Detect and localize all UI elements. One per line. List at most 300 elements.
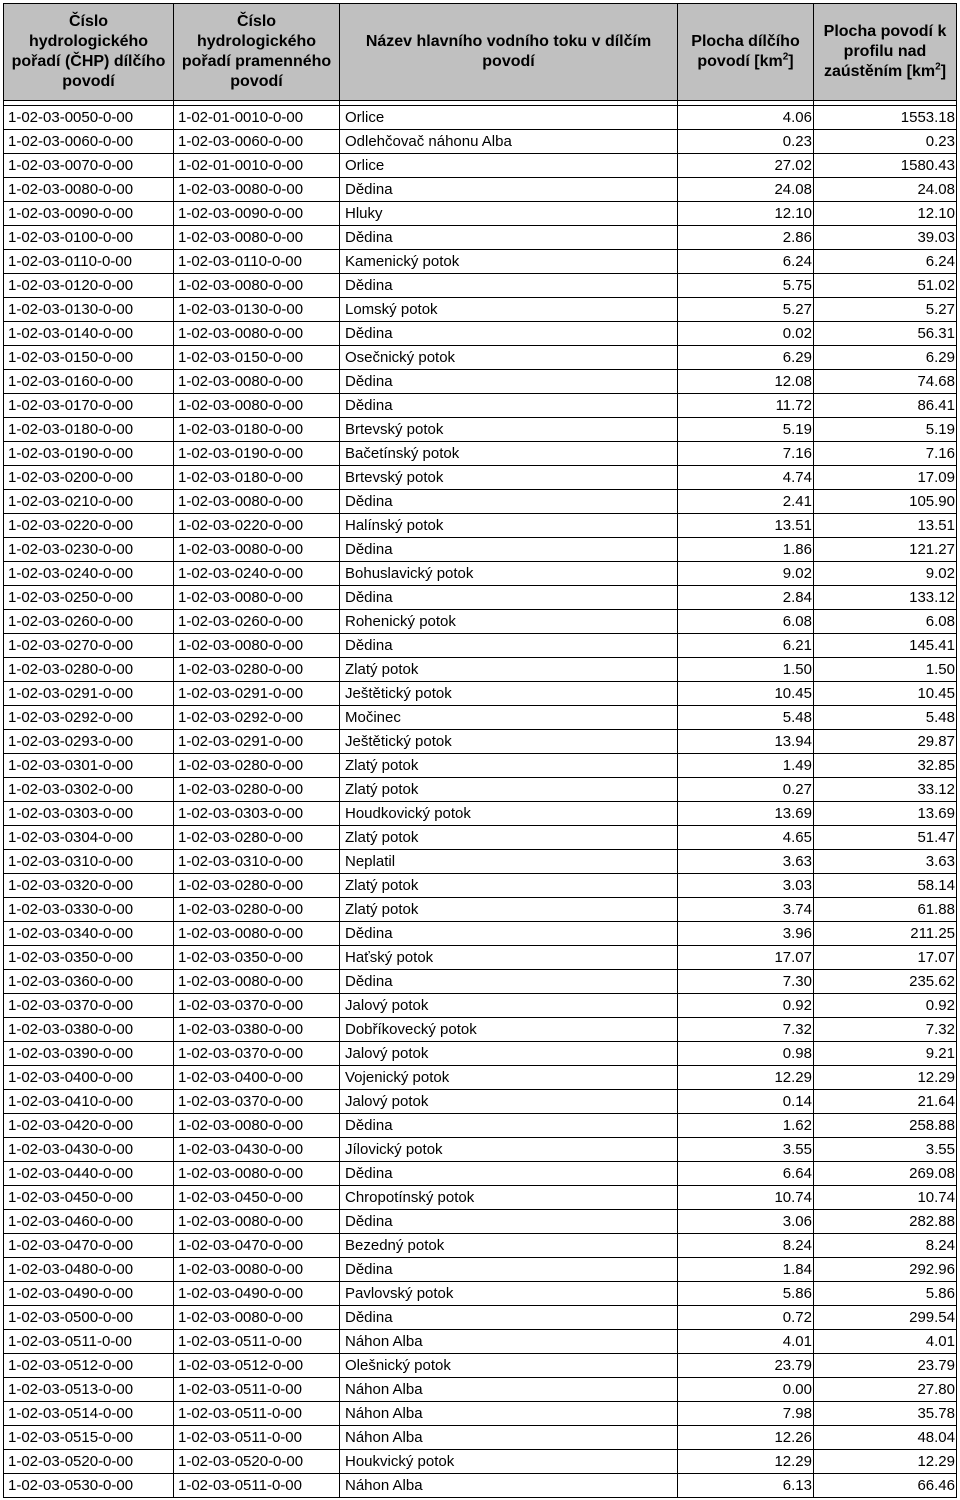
cell-chp-number: 1-02-03-0450-0-00 [4, 1186, 174, 1210]
cell-stream-name: Náhon Alba [340, 1330, 678, 1354]
table-row [4, 490, 957, 514]
cell-source-basin-number: 1-02-01-0010-0-00 [174, 106, 340, 130]
cell-cumulative-area: 6.24 [814, 250, 957, 274]
table-row [4, 370, 957, 394]
cell-cumulative-area: 0.23 [814, 130, 957, 154]
cell-source-basin-number: 1-02-03-0080-0-00 [174, 370, 340, 394]
cell-source-basin-number: 1-02-03-0080-0-00 [174, 1114, 340, 1138]
table-row [4, 658, 957, 682]
cell-chp-number: 1-02-03-0060-0-00 [4, 130, 174, 154]
table-row [4, 1306, 957, 1330]
cell-sub-basin-area: 27.02 [678, 154, 814, 178]
cell-cumulative-area: 23.79 [814, 1354, 957, 1378]
header-source-basin-number: Číslo hydrologického pořadí pramenného povodí [174, 4, 340, 101]
cell-cumulative-area: 13.69 [814, 802, 957, 826]
cell-cumulative-area: 61.88 [814, 898, 957, 922]
table-row [4, 562, 957, 586]
cell-cumulative-area: 32.85 [814, 754, 957, 778]
cell-chp-number: 1-02-03-0160-0-00 [4, 370, 174, 394]
cell-stream-name: Zlatý potok [340, 658, 678, 682]
cell-stream-name: Náhon Alba [340, 1402, 678, 1426]
cell-source-basin-number: 1-02-03-0291-0-00 [174, 730, 340, 754]
table-row [4, 1114, 957, 1138]
table-row [4, 586, 957, 610]
cell-cumulative-area: 21.64 [814, 1090, 957, 1114]
cell-chp-number: 1-02-03-0310-0-00 [4, 850, 174, 874]
cell-stream-name: Náhon Alba [340, 1474, 678, 1498]
cell-stream-name: Dědina [340, 178, 678, 202]
cell-source-basin-number: 1-02-03-0370-0-00 [174, 994, 340, 1018]
cell-source-basin-number: 1-02-01-0010-0-00 [174, 154, 340, 178]
table-row [4, 1426, 957, 1450]
cell-chp-number: 1-02-03-0512-0-00 [4, 1354, 174, 1378]
cell-chp-number: 1-02-03-0170-0-00 [4, 394, 174, 418]
cell-chp-number: 1-02-03-0270-0-00 [4, 634, 174, 658]
table-row [4, 1330, 957, 1354]
table-row [4, 442, 957, 466]
table-row [4, 1450, 957, 1474]
cell-cumulative-area: 3.63 [814, 850, 957, 874]
cell-stream-name: Vojenický potok [340, 1066, 678, 1090]
cell-cumulative-area: 9.21 [814, 1042, 957, 1066]
cell-sub-basin-area: 1.50 [678, 658, 814, 682]
cell-chp-number: 1-02-03-0514-0-00 [4, 1402, 174, 1426]
cell-cumulative-area: 1.50 [814, 658, 957, 682]
table-row [4, 610, 957, 634]
cell-stream-name: Bezedný potok [340, 1234, 678, 1258]
header-sub-basin-area: Plocha dílčího povodí $[km^2]$ [678, 4, 814, 101]
cell-chp-number: 1-02-03-0360-0-00 [4, 970, 174, 994]
cell-stream-name: Dědina [340, 586, 678, 610]
cell-source-basin-number: 1-02-03-0080-0-00 [174, 394, 340, 418]
cell-source-basin-number: 1-02-03-0080-0-00 [174, 970, 340, 994]
cell-stream-name: Dědina [340, 538, 678, 562]
cell-cumulative-area: 5.27 [814, 298, 957, 322]
cell-source-basin-number: 1-02-03-0511-0-00 [174, 1474, 340, 1498]
cell-chp-number: 1-02-03-0240-0-00 [4, 562, 174, 586]
table-row [4, 946, 957, 970]
cell-chp-number: 1-02-03-0070-0-00 [4, 154, 174, 178]
cell-cumulative-area: 269.08 [814, 1162, 957, 1186]
cell-chp-number: 1-02-03-0410-0-00 [4, 1090, 174, 1114]
cell-sub-basin-area: 12.08 [678, 370, 814, 394]
cell-sub-basin-area: 10.45 [678, 682, 814, 706]
table-row [4, 298, 957, 322]
table-row [4, 1210, 957, 1234]
cell-source-basin-number: 1-02-03-0260-0-00 [174, 610, 340, 634]
cell-source-basin-number: 1-02-03-0240-0-00 [174, 562, 340, 586]
cell-sub-basin-area: 6.29 [678, 346, 814, 370]
cell-chp-number: 1-02-03-0220-0-00 [4, 514, 174, 538]
cell-chp-number: 1-02-03-0303-0-00 [4, 802, 174, 826]
cell-stream-name: Náhon Alba [340, 1378, 678, 1402]
cell-cumulative-area: 12.10 [814, 202, 957, 226]
cell-source-basin-number: 1-02-03-0280-0-00 [174, 874, 340, 898]
cell-source-basin-number: 1-02-03-0080-0-00 [174, 490, 340, 514]
cell-sub-basin-area: 0.23 [678, 130, 814, 154]
cell-chp-number: 1-02-03-0513-0-00 [4, 1378, 174, 1402]
cell-cumulative-area: 258.88 [814, 1114, 957, 1138]
cell-stream-name: Dědina [340, 1306, 678, 1330]
cell-cumulative-area: 10.74 [814, 1186, 957, 1210]
cell-cumulative-area: 145.41 [814, 634, 957, 658]
cell-stream-name: Zlatý potok [340, 898, 678, 922]
cell-stream-name: Neplatil [340, 850, 678, 874]
cell-sub-basin-area: 0.00 [678, 1378, 814, 1402]
cell-chp-number: 1-02-03-0100-0-00 [4, 226, 174, 250]
table-row [4, 538, 957, 562]
data-sheet [3, 3, 956, 1498]
table-row [4, 802, 957, 826]
cell-cumulative-area: 12.29 [814, 1066, 957, 1090]
cell-source-basin-number: 1-02-03-0080-0-00 [174, 922, 340, 946]
cell-chp-number: 1-02-03-0120-0-00 [4, 274, 174, 298]
cell-cumulative-area: 9.02 [814, 562, 957, 586]
cell-sub-basin-area: 6.64 [678, 1162, 814, 1186]
cell-chp-number: 1-02-03-0520-0-00 [4, 1450, 174, 1474]
cell-stream-name: Močinec [340, 706, 678, 730]
cell-cumulative-area: 1580.43 [814, 154, 957, 178]
cell-source-basin-number: 1-02-03-0280-0-00 [174, 778, 340, 802]
cell-chp-number: 1-02-03-0515-0-00 [4, 1426, 174, 1450]
cell-stream-name: Chropotínský potok [340, 1186, 678, 1210]
cell-sub-basin-area: 7.98 [678, 1402, 814, 1426]
cell-cumulative-area: 29.87 [814, 730, 957, 754]
cell-source-basin-number: 1-02-03-0130-0-00 [174, 298, 340, 322]
cell-cumulative-area: 8.24 [814, 1234, 957, 1258]
cell-chp-number: 1-02-03-0500-0-00 [4, 1306, 174, 1330]
cell-stream-name: Jílovický potok [340, 1138, 678, 1162]
table-row [4, 754, 957, 778]
cell-source-basin-number: 1-02-03-0080-0-00 [174, 1162, 340, 1186]
table-row [4, 1234, 957, 1258]
cell-stream-name: Olešnický potok [340, 1354, 678, 1378]
cell-sub-basin-area: 3.03 [678, 874, 814, 898]
cell-sub-basin-area: 0.14 [678, 1090, 814, 1114]
table-row [4, 1258, 957, 1282]
cell-source-basin-number: 1-02-03-0511-0-00 [174, 1330, 340, 1354]
cell-source-basin-number: 1-02-03-0080-0-00 [174, 634, 340, 658]
cell-stream-name: Osečnický potok [340, 346, 678, 370]
table-row [4, 274, 957, 298]
table-row [4, 106, 957, 130]
table-row [4, 730, 957, 754]
cell-sub-basin-area: 3.06 [678, 1210, 814, 1234]
cell-cumulative-area: 6.29 [814, 346, 957, 370]
cell-stream-name: Dědina [340, 322, 678, 346]
cell-cumulative-area: 24.08 [814, 178, 957, 202]
cell-sub-basin-area: 5.48 [678, 706, 814, 730]
cell-cumulative-area: 6.08 [814, 610, 957, 634]
cell-source-basin-number: 1-02-03-0180-0-00 [174, 418, 340, 442]
table-row [4, 1066, 957, 1090]
table-row [4, 394, 957, 418]
cell-stream-name: Dědina [340, 970, 678, 994]
cell-stream-name: Ještětický potok [340, 730, 678, 754]
cell-stream-name: Pavlovský potok [340, 1282, 678, 1306]
table-header [4, 4, 957, 101]
cell-stream-name: Náhon Alba [340, 1426, 678, 1450]
cell-chp-number: 1-02-03-0390-0-00 [4, 1042, 174, 1066]
cell-sub-basin-area: 0.92 [678, 994, 814, 1018]
cell-source-basin-number: 1-02-03-0280-0-00 [174, 898, 340, 922]
cell-sub-basin-area: 5.75 [678, 274, 814, 298]
cell-sub-basin-area: 6.21 [678, 634, 814, 658]
cell-source-basin-number: 1-02-03-0080-0-00 [174, 1306, 340, 1330]
table-row [4, 898, 957, 922]
table-row [4, 682, 957, 706]
table-row [4, 922, 957, 946]
cell-sub-basin-area: 1.49 [678, 754, 814, 778]
table-row [4, 970, 957, 994]
cell-cumulative-area: 7.16 [814, 442, 957, 466]
cell-source-basin-number: 1-02-03-0080-0-00 [174, 586, 340, 610]
table-row [4, 874, 957, 898]
cell-cumulative-area: 282.88 [814, 1210, 957, 1234]
cell-source-basin-number: 1-02-03-0520-0-00 [174, 1450, 340, 1474]
cell-stream-name: Orlice [340, 154, 678, 178]
cell-sub-basin-area: 9.02 [678, 562, 814, 586]
cell-sub-basin-area: 2.86 [678, 226, 814, 250]
table-row [4, 778, 957, 802]
cell-sub-basin-area: 12.26 [678, 1426, 814, 1450]
cell-source-basin-number: 1-02-03-0080-0-00 [174, 178, 340, 202]
table-row [4, 226, 957, 250]
cell-source-basin-number: 1-02-03-0080-0-00 [174, 538, 340, 562]
cell-chp-number: 1-02-03-0530-0-00 [4, 1474, 174, 1498]
cell-source-basin-number: 1-02-03-0490-0-00 [174, 1282, 340, 1306]
cell-sub-basin-area: 5.86 [678, 1282, 814, 1306]
cell-source-basin-number: 1-02-03-0370-0-00 [174, 1042, 340, 1066]
cell-chp-number: 1-02-03-0400-0-00 [4, 1066, 174, 1090]
cell-sub-basin-area: 7.16 [678, 442, 814, 466]
cell-stream-name: Zlatý potok [340, 826, 678, 850]
cell-stream-name: Lomský potok [340, 298, 678, 322]
cell-source-basin-number: 1-02-03-0280-0-00 [174, 658, 340, 682]
cell-stream-name: Dědina [340, 274, 678, 298]
table-row [4, 1138, 957, 1162]
cell-cumulative-area: 5.48 [814, 706, 957, 730]
cell-sub-basin-area: 1.62 [678, 1114, 814, 1138]
cell-chp-number: 1-02-03-0370-0-00 [4, 994, 174, 1018]
cell-sub-basin-area: 1.84 [678, 1258, 814, 1282]
table-row [4, 418, 957, 442]
cell-chp-number: 1-02-03-0260-0-00 [4, 610, 174, 634]
cell-chp-number: 1-02-03-0190-0-00 [4, 442, 174, 466]
cell-source-basin-number: 1-02-03-0110-0-00 [174, 250, 340, 274]
cell-stream-name: Jalový potok [340, 1042, 678, 1066]
cell-source-basin-number: 1-02-03-0080-0-00 [174, 274, 340, 298]
cell-stream-name: Dědina [340, 1258, 678, 1282]
cell-stream-name: Brtevský potok [340, 418, 678, 442]
cell-cumulative-area: 58.14 [814, 874, 957, 898]
cell-source-basin-number: 1-02-03-0090-0-00 [174, 202, 340, 226]
table-row [4, 1162, 957, 1186]
cell-cumulative-area: 299.54 [814, 1306, 957, 1330]
cell-chp-number: 1-02-03-0430-0-00 [4, 1138, 174, 1162]
cell-source-basin-number: 1-02-03-0280-0-00 [174, 826, 340, 850]
table-row [4, 1042, 957, 1066]
cell-cumulative-area: 105.90 [814, 490, 957, 514]
cell-cumulative-area: 5.86 [814, 1282, 957, 1306]
cell-cumulative-area: 56.31 [814, 322, 957, 346]
cell-cumulative-area: 13.51 [814, 514, 957, 538]
cell-source-basin-number: 1-02-03-0511-0-00 [174, 1426, 340, 1450]
cell-cumulative-area: 235.62 [814, 970, 957, 994]
cell-sub-basin-area: 7.32 [678, 1018, 814, 1042]
cell-cumulative-area: 5.19 [814, 418, 957, 442]
cell-source-basin-number: 1-02-03-0430-0-00 [174, 1138, 340, 1162]
cell-cumulative-area: 17.09 [814, 466, 957, 490]
cell-chp-number: 1-02-03-0180-0-00 [4, 418, 174, 442]
cell-cumulative-area: 17.07 [814, 946, 957, 970]
table-row [4, 346, 957, 370]
cell-source-basin-number: 1-02-03-0280-0-00 [174, 754, 340, 778]
cell-cumulative-area: 292.96 [814, 1258, 957, 1282]
cell-stream-name: Bačetínský potok [340, 442, 678, 466]
cell-stream-name: Halínský potok [340, 514, 678, 538]
cell-stream-name: Dědina [340, 1162, 678, 1186]
table-row [4, 1018, 957, 1042]
cell-cumulative-area: 3.55 [814, 1138, 957, 1162]
cell-sub-basin-area: 8.24 [678, 1234, 814, 1258]
cell-stream-name: Dědina [340, 1210, 678, 1234]
cell-sub-basin-area: 12.29 [678, 1450, 814, 1474]
header-main-stream-name: Název hlavního vodního toku v dílčím povodí [340, 4, 678, 101]
cell-sub-basin-area: 0.27 [678, 778, 814, 802]
cell-cumulative-area: 133.12 [814, 586, 957, 610]
cell-sub-basin-area: 5.27 [678, 298, 814, 322]
cell-cumulative-area: 39.03 [814, 226, 957, 250]
cell-chp-number: 1-02-03-0420-0-00 [4, 1114, 174, 1138]
cell-chp-number: 1-02-03-0380-0-00 [4, 1018, 174, 1042]
table-row [4, 130, 957, 154]
cell-chp-number: 1-02-03-0511-0-00 [4, 1330, 174, 1354]
cell-chp-number: 1-02-03-0140-0-00 [4, 322, 174, 346]
cell-sub-basin-area: 12.10 [678, 202, 814, 226]
cell-source-basin-number: 1-02-03-0511-0-00 [174, 1378, 340, 1402]
cell-chp-number: 1-02-03-0302-0-00 [4, 778, 174, 802]
cell-chp-number: 1-02-03-0150-0-00 [4, 346, 174, 370]
table-row [4, 514, 957, 538]
cell-sub-basin-area: 2.41 [678, 490, 814, 514]
cell-chp-number: 1-02-03-0230-0-00 [4, 538, 174, 562]
cell-stream-name: Jalový potok [340, 1090, 678, 1114]
cell-sub-basin-area: 6.08 [678, 610, 814, 634]
cell-sub-basin-area: 0.98 [678, 1042, 814, 1066]
cell-cumulative-area: 33.12 [814, 778, 957, 802]
cell-stream-name: Zlatý potok [340, 754, 678, 778]
cell-cumulative-area: 12.29 [814, 1450, 957, 1474]
cell-stream-name: Hluky [340, 202, 678, 226]
cell-chp-number: 1-02-03-0470-0-00 [4, 1234, 174, 1258]
table-row [4, 1186, 957, 1210]
cell-chp-number: 1-02-03-0480-0-00 [4, 1258, 174, 1282]
table-row [4, 250, 957, 274]
cell-chp-number: 1-02-03-0130-0-00 [4, 298, 174, 322]
table-row [4, 634, 957, 658]
cell-chp-number: 1-02-03-0330-0-00 [4, 898, 174, 922]
cell-stream-name: Orlice [340, 106, 678, 130]
cell-sub-basin-area: 13.94 [678, 730, 814, 754]
cell-chp-number: 1-02-03-0050-0-00 [4, 106, 174, 130]
cell-source-basin-number: 1-02-03-0080-0-00 [174, 226, 340, 250]
header-row [4, 4, 957, 101]
cell-source-basin-number: 1-02-03-0303-0-00 [174, 802, 340, 826]
cell-source-basin-number: 1-02-03-0080-0-00 [174, 1210, 340, 1234]
cell-sub-basin-area: 7.30 [678, 970, 814, 994]
cell-cumulative-area: 7.32 [814, 1018, 957, 1042]
cell-cumulative-area: 10.45 [814, 682, 957, 706]
cell-sub-basin-area: 3.96 [678, 922, 814, 946]
cell-cumulative-area: 74.68 [814, 370, 957, 394]
cell-source-basin-number: 1-02-03-0190-0-00 [174, 442, 340, 466]
cell-cumulative-area: 0.92 [814, 994, 957, 1018]
table-row [4, 466, 957, 490]
table-row [4, 1282, 957, 1306]
table-row [4, 178, 957, 202]
cell-source-basin-number: 1-02-03-0060-0-00 [174, 130, 340, 154]
cell-sub-basin-area: 13.51 [678, 514, 814, 538]
cell-cumulative-area: 35.78 [814, 1402, 957, 1426]
cell-cumulative-area: 27.80 [814, 1378, 957, 1402]
cell-sub-basin-area: 4.01 [678, 1330, 814, 1354]
cell-chp-number: 1-02-03-0440-0-00 [4, 1162, 174, 1186]
cell-sub-basin-area: 6.24 [678, 250, 814, 274]
cell-cumulative-area: 1553.18 [814, 106, 957, 130]
cell-cumulative-area: 86.41 [814, 394, 957, 418]
cell-source-basin-number: 1-02-03-0080-0-00 [174, 1258, 340, 1282]
cell-source-basin-number: 1-02-03-0512-0-00 [174, 1354, 340, 1378]
cell-sub-basin-area: 5.19 [678, 418, 814, 442]
cell-source-basin-number: 1-02-03-0350-0-00 [174, 946, 340, 970]
cell-stream-name: Brtevský potok [340, 466, 678, 490]
cell-sub-basin-area: 4.65 [678, 826, 814, 850]
cell-chp-number: 1-02-03-0280-0-00 [4, 658, 174, 682]
table-row [4, 826, 957, 850]
cell-stream-name: Jalový potok [340, 994, 678, 1018]
cell-sub-basin-area: 3.74 [678, 898, 814, 922]
cell-chp-number: 1-02-03-0301-0-00 [4, 754, 174, 778]
cell-sub-basin-area: 6.13 [678, 1474, 814, 1498]
cell-chp-number: 1-02-03-0110-0-00 [4, 250, 174, 274]
table-row [4, 1090, 957, 1114]
cell-chp-number: 1-02-03-0340-0-00 [4, 922, 174, 946]
table-row [4, 1474, 957, 1498]
cell-sub-basin-area: 12.29 [678, 1066, 814, 1090]
cell-source-basin-number: 1-02-03-0310-0-00 [174, 850, 340, 874]
header-cumulative-area: Plocha povodí k profilu nad zaústěním $[km^2]$ [814, 4, 957, 101]
cell-cumulative-area: 51.47 [814, 826, 957, 850]
cell-sub-basin-area: 24.08 [678, 178, 814, 202]
cell-stream-name: Dědina [340, 394, 678, 418]
cell-sub-basin-area: 3.63 [678, 850, 814, 874]
cell-stream-name: Houdkovický potok [340, 802, 678, 826]
table-row [4, 1354, 957, 1378]
cell-sub-basin-area: 10.74 [678, 1186, 814, 1210]
hydrology-table [3, 3, 957, 1498]
cell-stream-name: Dědina [340, 922, 678, 946]
cell-cumulative-area: 4.01 [814, 1330, 957, 1354]
cell-sub-basin-area: 23.79 [678, 1354, 814, 1378]
cell-stream-name: Dědina [340, 1114, 678, 1138]
cell-stream-name: Dědina [340, 490, 678, 514]
table-row [4, 994, 957, 1018]
cell-chp-number: 1-02-03-0320-0-00 [4, 874, 174, 898]
cell-cumulative-area: 66.46 [814, 1474, 957, 1498]
cell-source-basin-number: 1-02-03-0370-0-00 [174, 1090, 340, 1114]
cell-cumulative-area: 121.27 [814, 538, 957, 562]
